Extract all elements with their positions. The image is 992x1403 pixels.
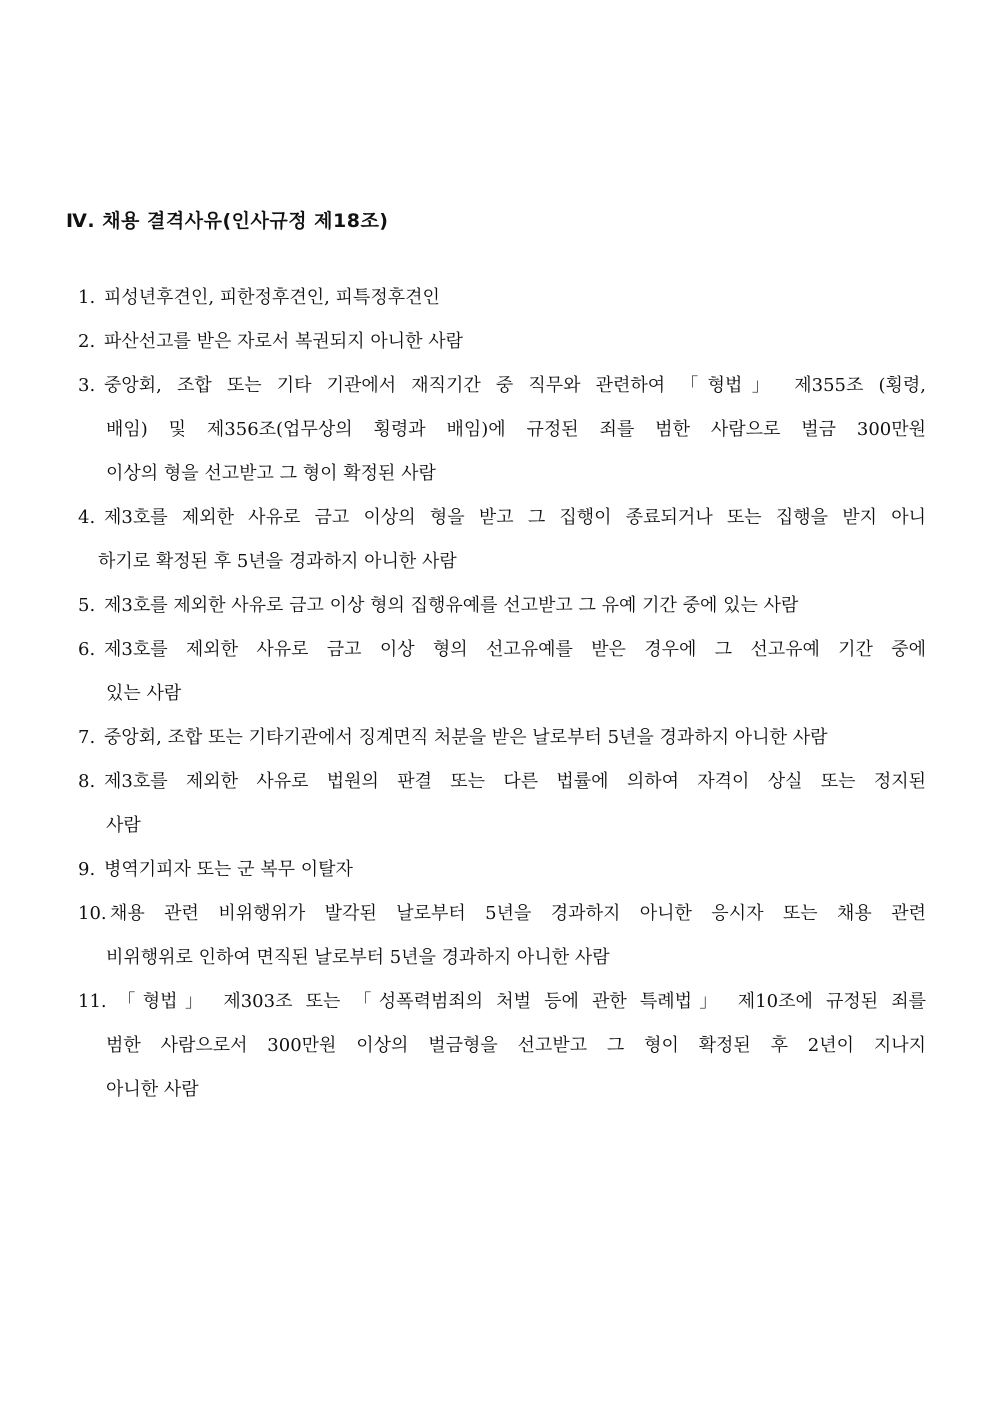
item-number: 5. <box>78 595 96 616</box>
item-text-continuation: 이상의 형을 선고받고 그 형이 확정된 사람 <box>106 463 436 484</box>
item-text: 병역기피자 또는 군 복무 이탈자 <box>104 859 353 880</box>
item-text: 제3호를 제외한 사유로 법원의 판결 또는 다른 법률에 의하여 자격이 상실 또는 정지된 <box>104 771 926 792</box>
item-number: 11. <box>78 991 107 1012</box>
list-item <box>78 584 926 628</box>
item-number: 4. <box>78 507 96 528</box>
list-item <box>78 276 926 320</box>
list-item <box>78 980 926 1112</box>
item-number: 7. <box>78 727 96 748</box>
disqualification-list <box>78 276 926 1112</box>
item-text-continuation: 사람 <box>106 815 141 836</box>
list-item <box>78 716 926 760</box>
item-text: 중앙회, 조합 또는 기타 기관에서 재직기간 중 직무와 관련하여 「형법」 제355조 (횡령, <box>104 375 926 396</box>
item-text-continuation: 있는 사람 <box>106 683 182 704</box>
item-number: 10. <box>78 903 107 924</box>
list-item <box>78 848 926 892</box>
list-item <box>78 628 926 716</box>
item-text-continuation: 아니한 사람 <box>106 1079 199 1100</box>
item-text: 제3호를 제외한 사유로 금고 이상 형의 선고유예를 받은 경우에 그 선고유예 기간 중에 <box>104 639 926 660</box>
item-text-continuation: 배임) 및 제356조(업무상의 횡령과 배임)에 규정된 죄를 범한 사람으로 벌금 300만원 <box>106 419 926 440</box>
item-number: 3. <box>78 375 96 396</box>
item-number: 8. <box>78 771 96 792</box>
item-text-continuation: 하기로 확정된 후 5년을 경과하지 아니한 사람 <box>98 551 457 572</box>
item-text-continuation: 범한 사람으로서 300만원 이상의 벌금형을 선고받고 그 형이 확정된 후 2년이 지나지 <box>106 1035 926 1056</box>
item-number: 9. <box>78 859 96 880</box>
item-text-continuation: 비위행위로 인하여 면직된 날로부터 5년을 경과하지 아니한 사람 <box>106 947 610 968</box>
item-text: 파산선고를 받은 자로서 복권되지 아니한 사람 <box>104 331 463 352</box>
list-item <box>78 760 926 848</box>
item-number: 2. <box>78 331 96 352</box>
item-number: 1. <box>78 287 96 308</box>
item-text: 제3호를 제외한 사유로 금고 이상의 형을 받고 그 집행이 종료되거나 또는 집행을 받지 아니 <box>104 507 926 528</box>
list-item <box>78 892 926 980</box>
section-title: Ⅳ. 채용 결격사유(인사규정 제18조) <box>66 210 389 232</box>
item-text: 중앙회, 조합 또는 기타기관에서 징계면직 처분을 받은 날로부터 5년을 경과하지 아니한 사람 <box>104 727 828 748</box>
item-text: 제3호를 제외한 사유로 금고 이상 형의 집행유예를 선고받고 그 유예 기간 중에 있는 사람 <box>104 595 799 616</box>
item-text: 「형법」 제303조 또는 「성폭력범죄의 처벌 등에 관한 특례법」 제10조에 규정된 죄를 <box>110 991 926 1012</box>
list-item <box>78 320 926 364</box>
item-text: 피성년후견인, 피한정후견인, 피특정후견인 <box>104 287 440 308</box>
item-text: 채용 관련 비위행위가 발각된 날로부터 5년을 경과하지 아니한 응시자 또는 채용 관련 <box>110 903 926 924</box>
list-item <box>78 364 926 496</box>
item-number: 6. <box>78 639 96 660</box>
list-item <box>78 496 926 584</box>
